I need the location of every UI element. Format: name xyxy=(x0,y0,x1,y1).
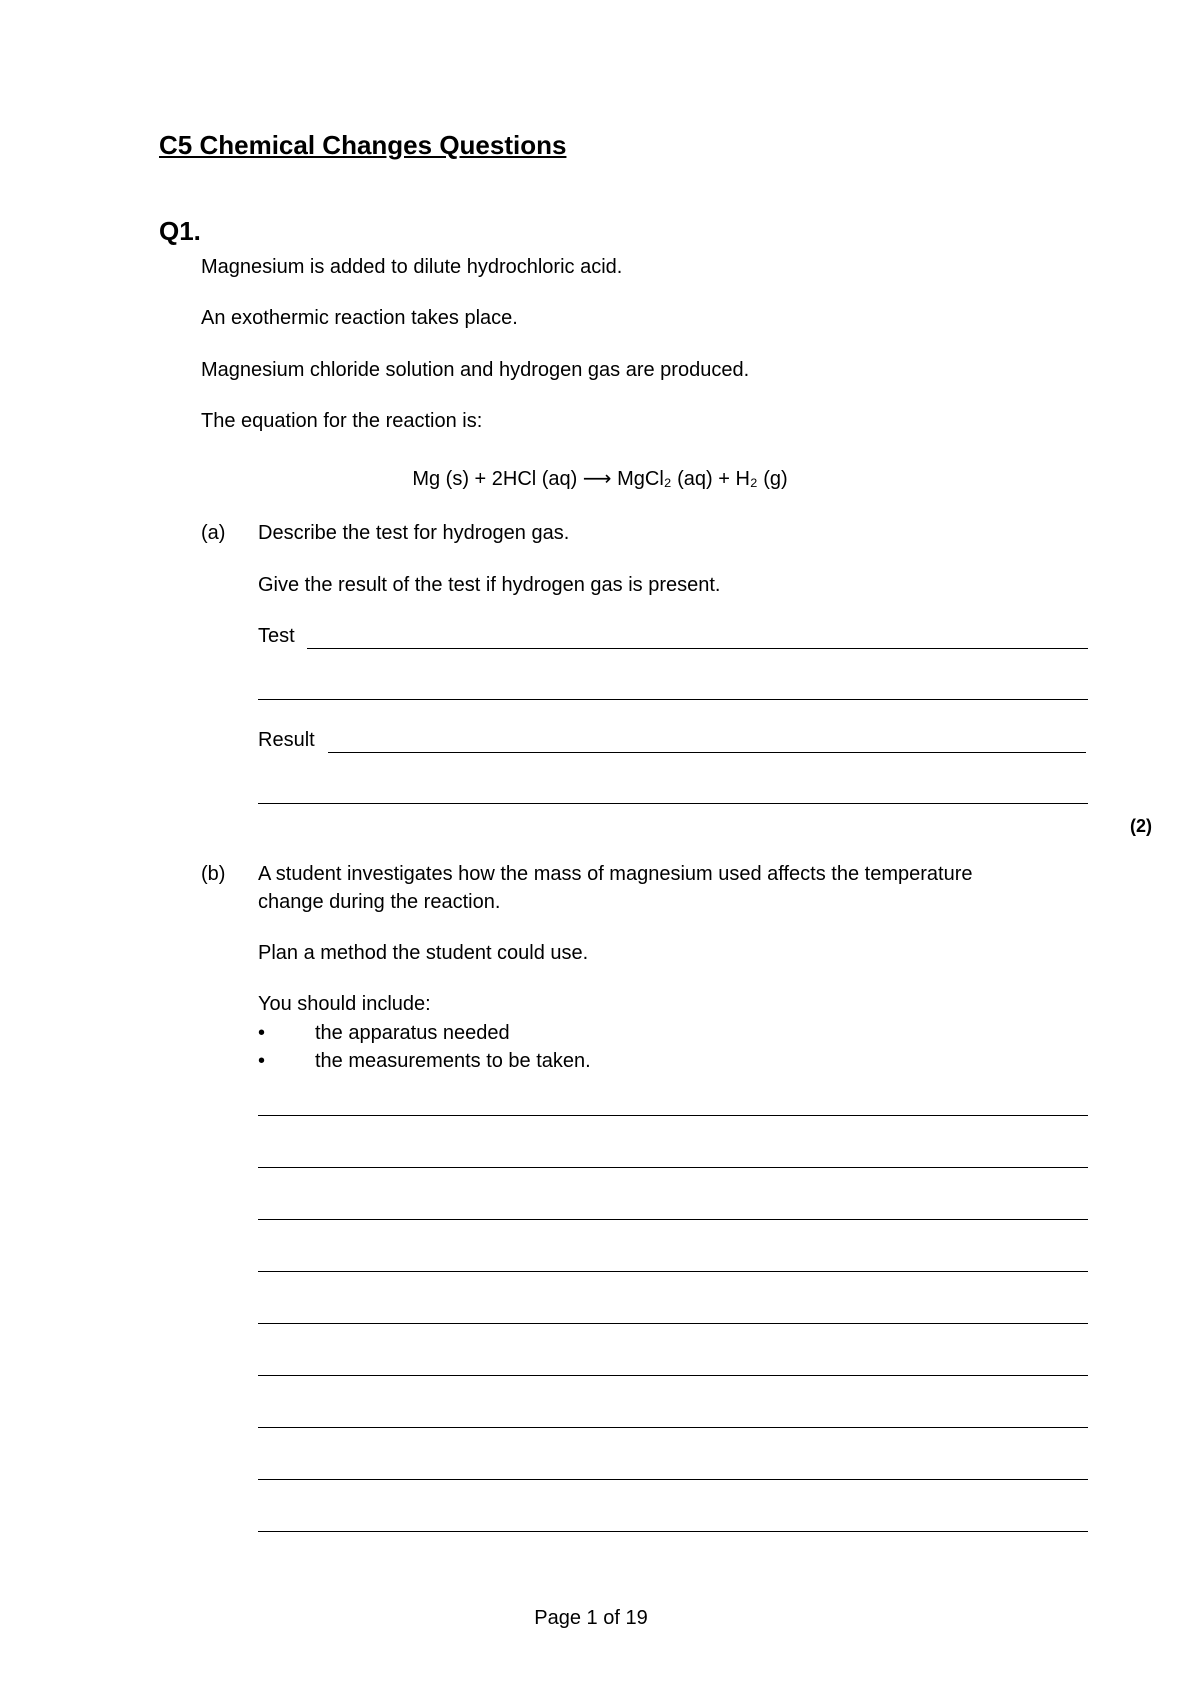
part-a-prompt-2: Give the result of the test if hydrogen gas is present. xyxy=(258,574,721,596)
part-a-label: (a) xyxy=(201,522,226,544)
part-a-prompt-1: Describe the test for hydrogen gas. xyxy=(258,522,570,544)
part-b-prompt-2: change during the reaction. xyxy=(258,891,501,913)
plan-answer-line[interactable] xyxy=(258,1167,1088,1168)
intro-line-4: The equation for the reaction is: xyxy=(201,410,483,432)
plan-answer-line[interactable] xyxy=(258,1531,1088,1532)
list-item-text: the measurements to be taken. xyxy=(315,1050,591,1072)
page-footer: Page 1 of 19 xyxy=(534,1607,648,1629)
test-label: Test xyxy=(258,625,295,647)
test-answer-line-1[interactable] xyxy=(307,648,1088,649)
page-title: C5 Chemical Changes Questions xyxy=(159,130,567,160)
intro-line-2: An exothermic reaction takes place. xyxy=(201,307,518,329)
include-list xyxy=(258,1019,591,1075)
bullet-icon: • xyxy=(258,1050,266,1072)
plan-answer-line[interactable] xyxy=(258,1479,1088,1480)
bullet-icon: • xyxy=(258,1022,266,1044)
part-b-label: (b) xyxy=(201,863,226,885)
part-b-include: You should include: xyxy=(258,993,431,1015)
result-answer-line-2[interactable] xyxy=(258,803,1088,804)
plan-answer-line[interactable] xyxy=(258,1271,1088,1272)
list-item-text: the apparatus needed xyxy=(315,1022,510,1044)
plan-answer-line[interactable] xyxy=(258,1219,1088,1220)
plan-answer-line[interactable] xyxy=(258,1427,1088,1428)
plan-answer-line[interactable] xyxy=(258,1375,1088,1376)
reaction-equation: Mg (s) + 2HCl (aq) ⟶ MgCl₂ (aq) + H₂ (g) xyxy=(412,468,788,490)
result-answer-line-1[interactable] xyxy=(328,752,1086,753)
result-label: Result xyxy=(258,729,315,751)
plan-answer-line[interactable] xyxy=(258,1323,1088,1324)
question-number: Q1. xyxy=(159,216,201,246)
intro-line-3: Magnesium chloride solution and hydrogen gas are produced. xyxy=(201,359,750,381)
part-b-prompt-1: A student investigates how the mass of magnesium used affects the temperature xyxy=(258,863,973,885)
list-item xyxy=(258,1047,591,1075)
plan-answer-line[interactable] xyxy=(258,1115,1088,1116)
intro-line-1: Magnesium is added to dilute hydrochloric acid. xyxy=(201,256,623,278)
part-b-plan: Plan a method the student could use. xyxy=(258,942,589,964)
part-a-marks: (2) xyxy=(1130,816,1152,836)
list-item xyxy=(258,1019,591,1047)
test-answer-line-2[interactable] xyxy=(258,699,1088,700)
